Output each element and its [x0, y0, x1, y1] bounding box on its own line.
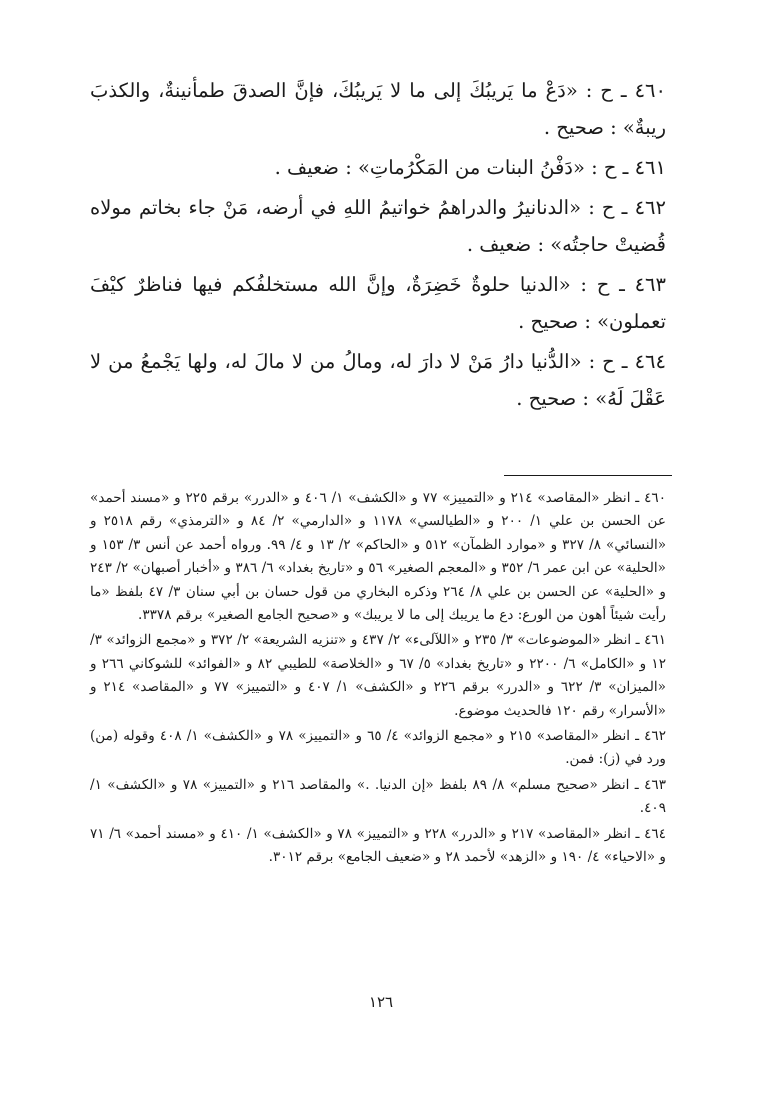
page-number: ١٢٦ — [368, 993, 394, 1011]
entry-text: «دَفْنُ البنات من المَكْرُماتِ» : ضعيف . — [274, 156, 585, 179]
footnote — [90, 725, 666, 772]
footnote — [90, 774, 666, 821]
entry-number: ٤٦١ — [634, 156, 666, 179]
footnote-text: ـ انظر «المقاصد» ٢١٧ و «الدرر» ٢٢٨ و «التمييز» ٧٨ و «الكشف» ١/ ٤١٠ و «مسند أحمد» ٦/ ٧١ و «الاحياء» ٤/ ١٩٠ و «الزهد» لأحمد ٢٨ و «ضعيف الجامع» برقم ٣٠١٢. — [90, 825, 666, 866]
hadith-entry — [90, 343, 666, 417]
entry-prefix: ـ ح : — [588, 196, 628, 219]
entry-prefix: ـ ح : — [580, 273, 625, 296]
footnote-text: ـ انظر «المقاصد» ٢١٥ و «مجمع الزوائد» ٤/ ٦٥ و «التمييز» ٧٨ و «الكشف» ١/ ٤٠٨ وقوله (من) ورد في (ز): فمن. — [90, 728, 666, 768]
entry-text: «الدنيا حلوةٌ خَضِرَةٌ، وإنَّ الله مستخلفُكم فيها فناظرٌ كيْفَ تعملون» : صحيح . — [90, 273, 666, 333]
footnotes — [90, 487, 666, 872]
footnote — [90, 487, 666, 627]
footnote-number: ٤٦٤ — [644, 825, 667, 842]
entry-text: «الدُّنيا دارُ مَنْ لا دارَ له، ومالُ من لا مالَ له، ولها يَجْمعُ من لا عَقْلَ لَهُ» : صحيح . — [90, 350, 666, 410]
footnote-text: ـ انظر «الموضوعات» ٣/ ٢٣٥ و «اللآلىء» ٢/ ٤٣٧ و «تنزيه الشريعة» ٢/ ٣٧٢ و «مجمع الزوائد» ٣/ ١٢ و «الكامل» ٦/ ٢٢٠٠ و «تاريخ بغداد» ٥/ ٦٧ و «الخلاصة» للطيبي ٨٢ و «الفوائد» للشوكاني ٢٦٦ و «الميزان» ٣/ ٦٢٢ و «الدرر» برقم ٢٢٦ و «الكشف» ١/ ٤٠٧ و «التمييز» ٧٧ و «المقاصد» ٢١٤ و «الأسرار» رقم ١٢٠ فالحديث موضوع. — [90, 632, 667, 719]
footnote-text: ـ انظر «صحيح مسلم» ٨/ ٨٩ بلفظ «إن الدنيا. .» والمقاصد ٢١٦ و «التمييز» ٧٨ و «الكشف» ١/ ٤٠٩. — [90, 776, 666, 817]
footnote-number: ٤٦٠ — [644, 490, 667, 506]
entry-prefix: ـ ح : — [591, 156, 629, 179]
hadith-entry — [90, 266, 666, 340]
entry-prefix: ـ ح : — [585, 79, 627, 102]
footnote-divider — [504, 475, 672, 476]
footnote-text: ـ انظر «المقاصد» ٢١٤ و «التمييز» ٧٧ و «الكشف» ١/ ٤٠٦ و «الدرر» برقم ٢٢٥ و «مسند أحمد» عن الحسن بن علي ١/ ٢٠٠ و «الطيالسي» ١١٧٨ و «الدارمي» ٢/ ٨٤ و «الترمذي» رقم ٢٥١٨ و «النسائي» ٨/ ٣٢٧ و «موارد الظمآن» ٥١٢ و «الحاكم» ٢/ ١٣ و ٤/ ٩٩. ورواه أحمد عن أنس ٣/ ١٥٣ و «الحلية» عن ابن عمر ٦/ ٣٥٢ و «المعجم الصغير» ٥٦ و «تاريخ بغداد» ٦/ ٣٨٦ و «أخبار أصبهان» ٢/ ٢٤٣ و «الحلية» عن الحسن بن علي ٨/ ٢٦٤ وذكره البخاري من قول حسان بن أبي سنان ٣/ ٤٧ بلفظ «ما رأيت شيئاً أهون من الورع: دع ما يريبك إلى ما لا يريبك» و «صحيح الجامع الصغير» برقم ٣٣٧٨. — [90, 490, 667, 624]
entry-text: «دَعْ ما يَريبُكَ إلى ما لا يَريبُكَ، فإنَّ الصدقَ طمأنينةٌ، والكذبَ ريبةٌ» : صحيح . — [90, 79, 666, 139]
hadith-entry — [90, 189, 666, 263]
entry-text: «الدنانيرُ والدراهمُ خواتيمُ اللهِ في أرضه، مَنْ جاء بخاتم مولاه قُضيتْ حاجتُه» : ضعيف . — [90, 196, 666, 256]
footnote-number: ٤٦٣ — [644, 776, 666, 793]
hadith-entry — [90, 149, 666, 186]
hadith-entry — [90, 72, 666, 146]
main-text — [90, 72, 666, 420]
hadith-entries — [90, 72, 666, 417]
footnote — [90, 629, 666, 723]
entry-number: ٤٦٢ — [634, 196, 666, 219]
footnote — [90, 823, 666, 870]
entry-prefix: ـ ح : — [588, 350, 628, 373]
footnote-number: ٤٦٢ — [644, 728, 667, 745]
entry-number: ٤٦٠ — [634, 79, 666, 102]
footnote-number: ٤٦١ — [644, 632, 667, 649]
entry-number: ٤٦٤ — [634, 350, 666, 373]
entry-number: ٤٦٣ — [634, 273, 666, 296]
